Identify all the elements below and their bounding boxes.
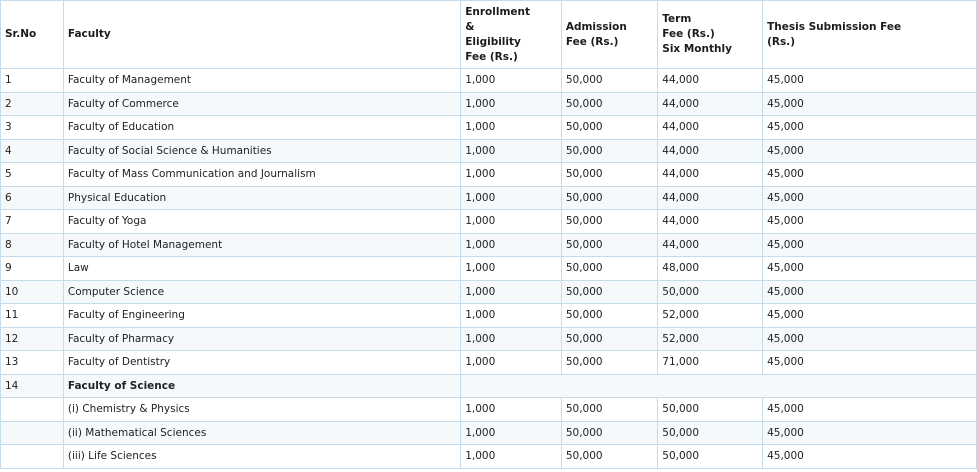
header-enrollment-fee: [461, 1, 562, 69]
cell-term-fee: 48,000: [658, 257, 763, 281]
table-header: [1, 1, 977, 69]
cell-admission-fee: 50,000: [561, 163, 657, 187]
cell-faculty: Faculty of Education: [63, 116, 460, 140]
cell-enrollment-fee: 1,000: [461, 210, 562, 234]
cell-empty: [461, 374, 977, 398]
cell-admission-fee: 50,000: [561, 280, 657, 304]
cell-sr-no: 7: [1, 210, 64, 234]
header-term-line: Six Monthly: [662, 43, 732, 55]
table-row: [1, 116, 977, 140]
cell-term-fee: 44,000: [658, 210, 763, 234]
table-row: [1, 351, 977, 375]
cell-enrollment-fee: 1,000: [461, 92, 562, 116]
cell-term-fee: 50,000: [658, 280, 763, 304]
table-row: [1, 233, 977, 257]
cell-sr-no: [1, 445, 64, 469]
cell-faculty-group: Faculty of Science: [63, 374, 460, 398]
cell-faculty: Faculty of Pharmacy: [63, 327, 460, 351]
cell-thesis-fee: 45,000: [763, 92, 977, 116]
table-row: [1, 280, 977, 304]
cell-faculty: Physical Education: [63, 186, 460, 210]
table-group-row: [1, 374, 977, 398]
cell-sr-no: 8: [1, 233, 64, 257]
header-row: [1, 1, 977, 69]
table-row: [1, 327, 977, 351]
cell-admission-fee: 50,000: [561, 398, 657, 422]
table-row: [1, 139, 977, 163]
cell-thesis-fee: 45,000: [763, 421, 977, 445]
table-row: [1, 257, 977, 281]
header-enrollment-line: &: [465, 20, 475, 33]
cell-admission-fee: 50,000: [561, 186, 657, 210]
cell-term-fee: 44,000: [658, 233, 763, 257]
header-faculty: Faculty: [63, 1, 460, 69]
header-thesis-line: (Rs.): [767, 35, 796, 48]
cell-term-fee: 44,000: [658, 186, 763, 210]
cell-admission-fee: 50,000: [561, 327, 657, 351]
cell-admission-fee: 50,000: [561, 139, 657, 163]
header-term-fee: [658, 1, 763, 69]
cell-term-fee: 50,000: [658, 445, 763, 469]
header-enrollment-line: Eligibility: [465, 35, 521, 48]
cell-term-fee: 50,000: [658, 398, 763, 422]
table-row: [1, 210, 977, 234]
cell-sr-no: 6: [1, 186, 64, 210]
cell-enrollment-fee: 1,000: [461, 69, 562, 93]
cell-thesis-fee: 45,000: [763, 69, 977, 93]
cell-faculty: (i) Chemistry & Physics: [63, 398, 460, 422]
cell-faculty: Faculty of Hotel Management: [63, 233, 460, 257]
cell-enrollment-fee: 1,000: [461, 163, 562, 187]
cell-faculty: Faculty of Mass Communication and Journalism: [63, 163, 460, 187]
cell-enrollment-fee: 1,000: [461, 398, 562, 422]
header-thesis-fee: [763, 1, 977, 69]
header-enrollment-line: Fee (Rs.): [465, 50, 518, 63]
table-row: [1, 92, 977, 116]
table-row: [1, 186, 977, 210]
cell-term-fee: 44,000: [658, 116, 763, 140]
cell-sr-no: 11: [1, 304, 64, 328]
cell-sr-no: 1: [1, 69, 64, 93]
cell-admission-fee: 50,000: [561, 421, 657, 445]
header-admission-line: Fee (Rs.): [565, 35, 619, 48]
cell-enrollment-fee: 1,000: [461, 421, 562, 445]
table-row: [1, 163, 977, 187]
table-body: [1, 69, 977, 469]
cell-term-fee: 44,000: [658, 69, 763, 93]
cell-faculty: Law: [63, 257, 460, 281]
header-term-line: Fee (Rs.): [662, 28, 715, 40]
table-row: [1, 398, 977, 422]
cell-admission-fee: 50,000: [561, 210, 657, 234]
header-admission-line: Admission: [565, 20, 627, 33]
cell-thesis-fee: 45,000: [763, 163, 977, 187]
header-enrollment-line: Enrollment: [465, 5, 530, 18]
cell-enrollment-fee: 1,000: [461, 186, 562, 210]
cell-enrollment-fee: 1,000: [461, 304, 562, 328]
cell-term-fee: 44,000: [658, 139, 763, 163]
cell-thesis-fee: 45,000: [763, 186, 977, 210]
cell-term-fee: 71,000: [658, 351, 763, 375]
header-admission-fee: [561, 1, 657, 69]
cell-term-fee: 52,000: [658, 304, 763, 328]
cell-faculty: Faculty of Engineering: [63, 304, 460, 328]
cell-sr-no: 4: [1, 139, 64, 163]
cell-faculty: Faculty of Yoga: [63, 210, 460, 234]
cell-sr-no: 9: [1, 257, 64, 281]
cell-sr-no: 14: [1, 374, 64, 398]
cell-admission-fee: 50,000: [561, 92, 657, 116]
header-term-line: Term: [662, 13, 692, 25]
header-thesis-line: Thesis Submission Fee: [767, 20, 902, 33]
cell-enrollment-fee: 1,000: [461, 351, 562, 375]
cell-thesis-fee: 45,000: [763, 280, 977, 304]
cell-term-fee: 52,000: [658, 327, 763, 351]
cell-faculty: Faculty of Commerce: [63, 92, 460, 116]
cell-sr-no: [1, 398, 64, 422]
cell-sr-no: 2: [1, 92, 64, 116]
cell-sr-no: 10: [1, 280, 64, 304]
cell-thesis-fee: 45,000: [763, 210, 977, 234]
cell-term-fee: 44,000: [658, 163, 763, 187]
cell-enrollment-fee: 1,000: [461, 116, 562, 140]
cell-enrollment-fee: 1,000: [461, 327, 562, 351]
cell-faculty: Faculty of Management: [63, 69, 460, 93]
cell-admission-fee: 50,000: [561, 233, 657, 257]
cell-admission-fee: 50,000: [561, 257, 657, 281]
cell-faculty: Faculty of Dentistry: [63, 351, 460, 375]
cell-term-fee: 50,000: [658, 421, 763, 445]
cell-thesis-fee: 45,000: [763, 116, 977, 140]
table-row: [1, 304, 977, 328]
cell-admission-fee: 50,000: [561, 304, 657, 328]
cell-faculty: Faculty of Social Science & Humanities: [63, 139, 460, 163]
cell-thesis-fee: 45,000: [763, 257, 977, 281]
header-sr-no: Sr.No: [1, 1, 64, 69]
cell-thesis-fee: 45,000: [763, 304, 977, 328]
cell-enrollment-fee: 1,000: [461, 445, 562, 469]
cell-thesis-fee: 45,000: [763, 327, 977, 351]
cell-thesis-fee: 45,000: [763, 398, 977, 422]
cell-admission-fee: 50,000: [561, 445, 657, 469]
table-row: [1, 69, 977, 93]
cell-enrollment-fee: 1,000: [461, 139, 562, 163]
cell-enrollment-fee: 1,000: [461, 233, 562, 257]
cell-sr-no: 5: [1, 163, 64, 187]
cell-thesis-fee: 45,000: [763, 139, 977, 163]
cell-sr-no: [1, 421, 64, 445]
cell-term-fee: 44,000: [658, 92, 763, 116]
cell-thesis-fee: 45,000: [763, 233, 977, 257]
table-row: [1, 445, 977, 469]
cell-sr-no: 12: [1, 327, 64, 351]
cell-sr-no: 13: [1, 351, 64, 375]
cell-admission-fee: 50,000: [561, 116, 657, 140]
cell-enrollment-fee: 1,000: [461, 280, 562, 304]
cell-sr-no: 3: [1, 116, 64, 140]
cell-faculty: Computer Science: [63, 280, 460, 304]
cell-thesis-fee: 45,000: [763, 351, 977, 375]
cell-thesis-fee: 45,000: [763, 445, 977, 469]
cell-faculty: (ii) Mathematical Sciences: [63, 421, 460, 445]
table-row: [1, 421, 977, 445]
cell-admission-fee: 50,000: [561, 69, 657, 93]
cell-admission-fee: 50,000: [561, 351, 657, 375]
cell-faculty: (iii) Life Sciences: [63, 445, 460, 469]
cell-enrollment-fee: 1,000: [461, 257, 562, 281]
